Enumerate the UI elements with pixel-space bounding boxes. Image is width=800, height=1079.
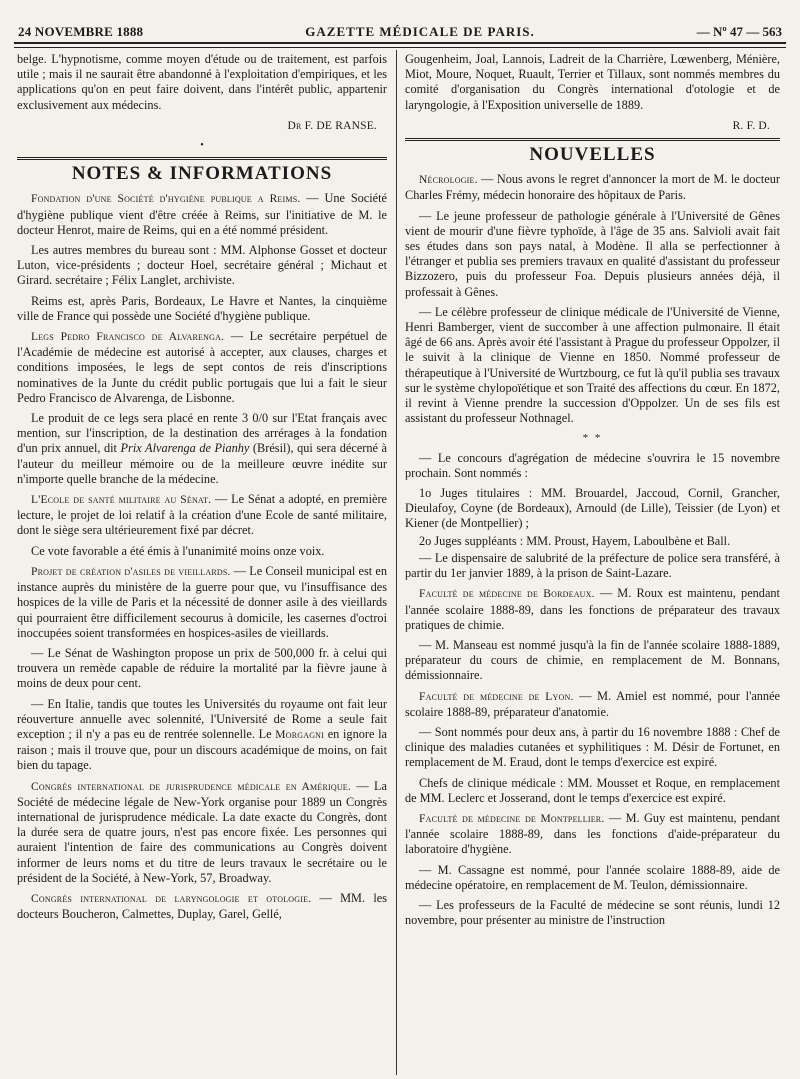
article-heading: Congrès international de jurisprudence médicale en Amérique. [31, 780, 351, 793]
section-title: NOUVELLES [529, 144, 656, 166]
legs-paragraph-2 [17, 411, 387, 487]
article-text: — MM. les docteurs Boucheron, Calmettes, Duplay, Garel, Gellé, [17, 890, 387, 922]
legs-article [17, 329, 387, 406]
header-date: 24 NOVEMBRE 1888 [18, 24, 144, 39]
concours-paragraph: — Le concours d'agrégation de médecine s'ouvrira le 15 novembre prochain. Sont nommés : [405, 450, 780, 480]
article-text: — M. Guy est maintenu, pendant l'année scolaire 1888-89, dans les fonctions d'aide-préparateur du laboratoire d'hygiène. [405, 810, 780, 857]
article-heading: Projet de création d'asiles de vieillards. [31, 565, 231, 578]
right-column [405, 52, 780, 1075]
asiles-article [17, 564, 387, 641]
article-text: — Le Sénat a adopté, en première lecture, le projet de loi relatif à la création d'une Ecole de santé militaire, dont le siège sera ultérieurement fixé par décret. [17, 492, 387, 538]
dot-ornament: • [200, 140, 204, 152]
journal-name: Morgagni [275, 728, 325, 741]
article-heading: Legs Pedro Francisco de Alvarenga. [31, 331, 225, 344]
header-rule-thin [14, 47, 786, 48]
bordeaux-paragraph-2: — M. Manseau est nommé jusqu'à la fin de l'année scolaire 1888-1889, préparateur du cours de chimie, en remplacement de M. Bonnans, démissionnaire. [405, 637, 780, 683]
lyon-article [405, 689, 780, 720]
section-rule [17, 157, 387, 160]
juges-suppleants: 2o Juges suppléants : MM. Proust, Hayem, Laboulbène et Ball. [419, 533, 731, 548]
dispensaire-paragraph: — Le dispensaire de salubrité de la préfecture de police sera transféré, à partir du 1er janvier 1889, à la prison de Saint-Lazare. [405, 550, 780, 581]
article-text: — M. Amiel est nommé, pour l'année scolaire 1888-89, préparateur d'anatomie. [405, 688, 780, 719]
necrologie-article [405, 172, 780, 203]
italie-paragraph [17, 697, 387, 774]
article-heading: L'Ecole de santé militaire au Sénat. [31, 494, 212, 507]
article-text: — Le secrétaire perpétuel de l'Académie de médecine est autorisé à accepter, aux clauses, charges et conditions imposées, le legs de sept contos de reis d'inscriptions nominatives de la Junte du crédit public portugais que lui a fait le sieur Pedro Francisco de Alvarenga, de Lisbonne. [17, 329, 387, 405]
stars-ornament: * * [582, 432, 603, 445]
article-text: — Une Société d'hygiène publique vient d'être créée à Reims, sur l'initiative de M. le docteur Henrot, maire de Reims, qui en a été nommé président. [17, 191, 387, 237]
signature: Dr F. DE RANSE. [287, 119, 377, 132]
article-text: — En Italie, tandis que toutes les Universités du royaume ont fait leur réouverture annuelle avec solennité, l'Université de Rome a seule fait exception ; il n'y a pas eu de rentrée solennelle. Le [17, 696, 387, 741]
article-heading: Faculté de médecine de Lyon. [419, 690, 574, 703]
article-text: — Nous avons le regret d'annoncer la mort de M. le docteur Charles Frémy, médecin honoraire des hôpitaux de Paris. [405, 172, 780, 203]
page-header [18, 22, 782, 42]
vienne-paragraph: — Le célèbre professeur de clinique médicale de l'Université de Vienne, Henri Bamberger, vient de succomber à une affection pulmonaire. Il était âgé de 66 ans. Après avoir été l'assistant à Prague du professeur Oppolzer, il le suivit à la clinique de Vienne en 1850. Nommé professeur de thérapeutique à l'Université de Wurtzbourg, ce fut là qu'il publia ses travaux sur le système chylopoïétique et son Traité des affections du cœur. En 1872, il revint à Vienne prendre la succession d'Oppolzer. Un de ses fils est assistant du professeur Nothnagel. [405, 304, 780, 426]
article-text: en ignore la raison ; mais il trouve que, pour un discours académique de moins, on fait bien du tapage. [17, 726, 387, 773]
section-rule [405, 138, 780, 141]
header-title: GAZETTE MÉDICALE DE PARIS. [305, 24, 535, 39]
montpellier-paragraph-2: — M. Cassagne est nommé, pour l'année scolaire 1888-89, aide de médecine opératoire, en remplacement de M. Teulon, démissionnaire. [405, 862, 780, 892]
article-text: — Le Conseil municipal est en instance auprès du ministère de la guerre pour que, vu l'insuffisance des hospices de la ville de Paris et la nécessité de donner asile à des vieillards qui pourraient être difficilement secourus à domicile, les casernes d'octroi inoccupées soient transformées en hospices-asiles de vieillards. [17, 563, 387, 640]
article-text: (Brésil), qui sera décerné à l'auteur du meilleur mémoire ou de la meilleure œuvre inédite sur n'importe quelle branche de la médecine. [17, 441, 387, 486]
bordeaux-article [405, 586, 780, 633]
section-title: NOTES & INFORMATIONS [71, 163, 333, 185]
professeurs-paragraph: — Les professeurs de la Faculté de médecine se sont réunis, lundi 12 novembre, pour présenter au ministre de l'instruction [405, 897, 780, 928]
reims-paragraph-3: Reims est, après Paris, Bordeaux, Le Havre et Nantes, la cinquième ville de France qui possède une Société d'hygiène publique. [17, 293, 387, 323]
ecole-article [17, 492, 387, 539]
reims-article [17, 191, 387, 238]
article-text: — La Société de médecine légale de New-York organise pour 1889 un Congrès international de jurisprudence médicale. La date exacte du Congrès, dont la durée sera de quatre jours, n'est pas encore fixée. Les personnes qui auraient l'intention de faire des communications au Congrès doivent informer de leurs noms et du titre de leurs travaux le secrétaire ou le président de la Société, à New-York, 57, Broadway. [17, 778, 387, 885]
article-text: — M. Roux est maintenu, pendant l'année scolaire 1888-89, dans les fonctions de préparateur des travaux pratiques de chimie. [405, 586, 780, 632]
left-column [17, 52, 387, 1075]
column-separator [396, 50, 397, 1075]
intro-paragraph: belge. L'hypnotisme, comme moyen d'étude ou de traitement, est parfois utile ; mais il ne saurait être abandonné à l'exploitation d'empiriques, et les applications qu'on en peut faire doivent, dans l'intérêt public, appartenir exclusivement aux médecins. [17, 52, 387, 112]
montpellier-article [405, 811, 780, 858]
article-heading: Fondation d'une Société d'hygiène publique a Reims. [31, 193, 301, 206]
juges-titulaires: 1o Juges titulaires : MM. Brouardel, Jaccoud, Cornil, Grancher, Dieulafoy, Coyne (de Bordeaux), Arnould (de Lille), Teissier (de Lyon) et Kiener (de Montpellier) ; [405, 486, 780, 531]
article-text: Le produit de ce legs sera placé en rente 3 0/0 sur l'Etat français avec mention, sur l'inscription, de la destination des arrérages à la fondation d'un prix annuel, dit [17, 411, 387, 456]
laryngo-article [17, 891, 387, 922]
article-heading: Congrès international de laryngologie et otologie. [31, 892, 312, 905]
continued-paragraph: Gougenheim, Joal, Lannois, Ladreit de la Charrière, Lœwenberg, Ménière, Miot, Moure, Noquet, Ruault, Terrier et Tillaux, sont nommés membres du comité d'organisation du Congrès international d'otologie et de laryngologie, à l'Exposition universelle de 1889. [405, 52, 780, 112]
article-heading: Faculté de médecine de Montpellier. [419, 812, 605, 825]
prize-name: Prix Alvarenga de Pianhy [120, 441, 250, 456]
lyon-paragraph-2: — Sont nommés pour deux ans, à partir du 16 novembre 1888 : Chef de clinique des maladies cutanées et syphilitiques : M. Désir de Fortunet, en remplacement de M. Eraud, dont le temps d'exercice est expiré. [405, 724, 780, 770]
header-issue: — Nº 47 — 563 [696, 24, 782, 39]
lyon-paragraph-3: Chefs de clinique médicale : MM. Mousset et Roque, en remplacement de MM. Leclerc et Josserand, dont le temps d'exercice est expiré. [405, 775, 780, 805]
ecole-paragraph-2: Ce vote favorable a été émis à l'unanimité moins onze voix. [31, 543, 325, 558]
juris-article [17, 779, 387, 886]
header-rule [14, 42, 786, 44]
article-heading: Faculté de médecine de Bordeaux. [419, 588, 595, 601]
signature: R. F. D. [732, 119, 770, 132]
genes-paragraph: — Le jeune professeur de pathologie générale à l'Université de Gênes vient de mourir d'une fièvre typhoïde, à l'âge de 35 ans. Salvioli avait fait ses études dans son pays natal, à Modène. Il alla se perfectionner à l'étranger et publia ses premiers travaux en qualité d'assistant du professeur Bizzozero, puis du professeur Foa. Depuis plusieurs années déjà, il professait à Gênes. [405, 208, 780, 299]
article-heading: Nécrologie. [419, 174, 478, 187]
senat-paragraph: — Le Sénat de Washington propose un prix de 500,000 fr. à celui qui trouvera un remède capable de réduire la mortalité par la fièvre jaune à moins de deux pour cent. [17, 645, 387, 691]
reims-paragraph-2: Les autres membres du bureau sont : MM. Alphonse Gosset et docteur Luton, vice-présidents ; docteur Hoel, secrétaire général ; Michaut et Girard. secrétaire ; Félix Langlet, archiviste. [17, 243, 387, 288]
